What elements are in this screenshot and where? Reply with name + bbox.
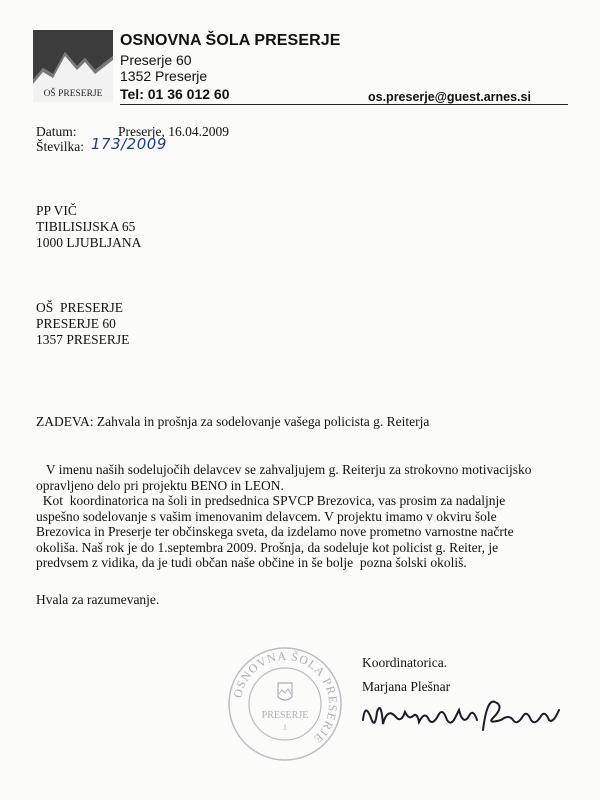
sender-name: OŠ PRESERJE bbox=[36, 300, 124, 315]
sender-city: 1357 PRESERJE bbox=[36, 332, 130, 347]
signer-name: Marjana Plešnar bbox=[362, 679, 451, 694]
school-email: os.preserje@guest.arnes.si bbox=[368, 90, 531, 104]
school-phone bbox=[120, 86, 230, 102]
body-line: Kot koordinatorica na šoli in predsednica SPVCP Brezovica, vas prosim za nadaljnje bbox=[36, 493, 506, 508]
school-stamp bbox=[226, 645, 344, 763]
school-name: OSNOVNA ŠOLA PRESERJE bbox=[120, 32, 341, 49]
school-logo bbox=[33, 30, 113, 102]
body-line: okoliša. Naš rok je do 1.septembra 2009. Prošnja, da sodeluje kot policist g. Reiter, je bbox=[36, 539, 499, 555]
body-line: opravljeno delo pri projektu BENO in LEON. bbox=[36, 477, 284, 493]
recipient-name: PP VIČ bbox=[36, 203, 77, 218]
phone-label: Tel: bbox=[120, 86, 144, 102]
date-value: Preserje, 16.04.2009 bbox=[118, 124, 229, 139]
sender-address bbox=[36, 300, 129, 348]
date-label: Datum: bbox=[36, 124, 77, 139]
phone-number: 01 36 012 60 bbox=[147, 86, 230, 102]
stamp-ring-text: OSNOVNA ŠOLA PRESERJE bbox=[230, 648, 341, 747]
stamp-number: 1 bbox=[283, 723, 287, 732]
recipient-street: TIBILISIJSKA 65 bbox=[36, 219, 136, 234]
body-line: predvsem z vidika, da je tudi občan naše občine in še bolje pozna šolski okoliš. bbox=[36, 555, 467, 570]
body-line: V imenu naših sodelujočih delavcev se zahvaljujem g. Reiterju za strokovno motivacijsko bbox=[36, 462, 532, 477]
reference-label: Številka: bbox=[36, 139, 84, 154]
school-address-street: Preserje 60 bbox=[120, 52, 192, 68]
signer-role: Koordinatorica. bbox=[362, 655, 448, 670]
subject-line: ZADEVA: Zahvala in prošnja za sodelovanje vašega policista g. Reiterja bbox=[36, 414, 430, 429]
logo-text: OŠ PRESERJE bbox=[43, 89, 103, 99]
stamp-center-text: PRESERJE bbox=[261, 710, 309, 721]
body-line: Brezovica in Preserje ter občinskega sveta, da izdelamo nove prometno varnostne načrte bbox=[36, 524, 514, 539]
handwritten-signature bbox=[355, 690, 570, 745]
closing-line: Hvala za razumevanje. bbox=[36, 592, 160, 607]
recipient-city: 1000 LJUBLJANA bbox=[36, 235, 142, 250]
body-line: uspešno sodelovanje s vašim imenovanim delavcem. V projektu imamo v okviru šole bbox=[36, 508, 497, 524]
header-divider bbox=[120, 104, 568, 105]
recipient-address bbox=[36, 203, 141, 251]
school-address-city: 1352 Preserje bbox=[120, 68, 208, 84]
reference-number-handwritten: 173/2009 bbox=[91, 135, 167, 153]
letter-body bbox=[36, 462, 556, 571]
sender-street: PRESERJE 60 bbox=[36, 316, 116, 331]
